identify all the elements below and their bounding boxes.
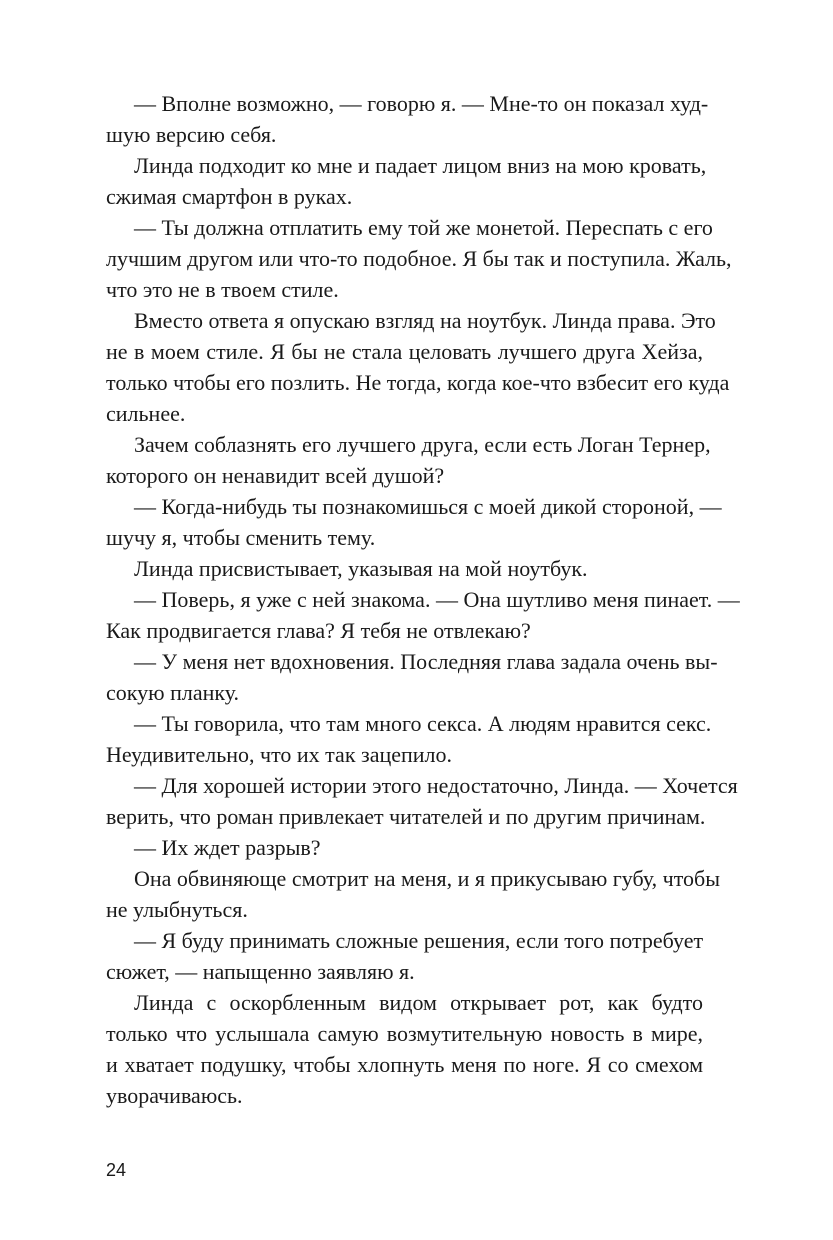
- text-line: Неудивительно, что их так зацепило.: [106, 742, 453, 767]
- text-line: Она обвиняюще смотрит на меня, и я прикусываю губу, чтобы: [134, 866, 721, 891]
- text-line: сюжет, — напыщенно заявляю я.: [106, 959, 415, 984]
- text-line: которого он ненавидит всей душой?: [106, 463, 445, 488]
- text-line: — Когда-нибудь ты познакомишься с моей дикой стороной, —: [134, 494, 722, 519]
- text-line: — Вполне возможно, — говорю я. — Мне-то он показал худ-: [134, 91, 709, 116]
- text-line: Вместо ответа я опускаю взгляд на ноутбук. Линда права. Это: [134, 308, 716, 333]
- text-line: шую версию себя.: [106, 122, 277, 147]
- text-line: верить, что роман привлекает читателей и по другим причинам.: [106, 804, 706, 829]
- body-text: [106, 88, 740, 1111]
- text-line: не в моем стиле. Я бы не стала целовать лучшего друга Хейза,: [106, 339, 703, 364]
- text-line: — У меня нет вдохновения. Последняя глава задала очень вы-: [134, 649, 718, 674]
- text-line: сжимая смартфон в руках.: [106, 184, 353, 209]
- text-line: — Ты говорила, что там много секса. А людям нравится секс.: [134, 711, 712, 736]
- text-line: шучу я, чтобы сменить тему.: [106, 525, 376, 550]
- text-line: Линда присвистывает, указывая на мой ноутбук.: [134, 556, 588, 581]
- text-line: — Поверь, я уже с ней знакома. — Она шутливо меня пинает. —: [134, 587, 740, 612]
- text-line: — Я буду принимать сложные решения, если того потребует: [134, 928, 704, 953]
- text-line: лучшим другом или что-то подобное. Я бы так и поступила. Жаль,: [106, 246, 732, 271]
- text-line: сильнее.: [106, 401, 186, 426]
- text-line: Как продвигается глава? Я тебя не отвлекаю?: [106, 618, 531, 643]
- text-line: что это не в твоем стиле.: [106, 277, 339, 302]
- text-line: не улыбнуться.: [106, 897, 248, 922]
- text-line: — Ты должна отплатить ему той же монетой. Переспать с его: [134, 215, 713, 240]
- text-line: Линда подходит ко мне и падает лицом вниз на мою кровать,: [134, 153, 707, 178]
- page-number: 24: [106, 1160, 127, 1180]
- text-line: уворачиваюсь.: [106, 1083, 243, 1108]
- text-line: только что услышала самую возмутительную новость в мире,: [106, 1021, 703, 1046]
- text-line: Линда с оскорбленным видом открывает рот, как будто: [134, 990, 703, 1015]
- text-line: сокую планку.: [106, 680, 240, 705]
- text-line: и хватает подушку, чтобы хлопнуть меня по ноге. Я со смехом: [106, 1052, 703, 1077]
- text-line: только чтобы его позлить. Не тогда, когда кое-что взбесит его куда: [106, 370, 730, 395]
- text-line: Зачем соблазнять его лучшего друга, если есть Логан Тернер,: [134, 432, 711, 457]
- text-line: — Их ждет разрыв?: [134, 835, 321, 860]
- text-line: — Для хорошей истории этого недостаточно, Линда. — Хочется: [134, 773, 738, 798]
